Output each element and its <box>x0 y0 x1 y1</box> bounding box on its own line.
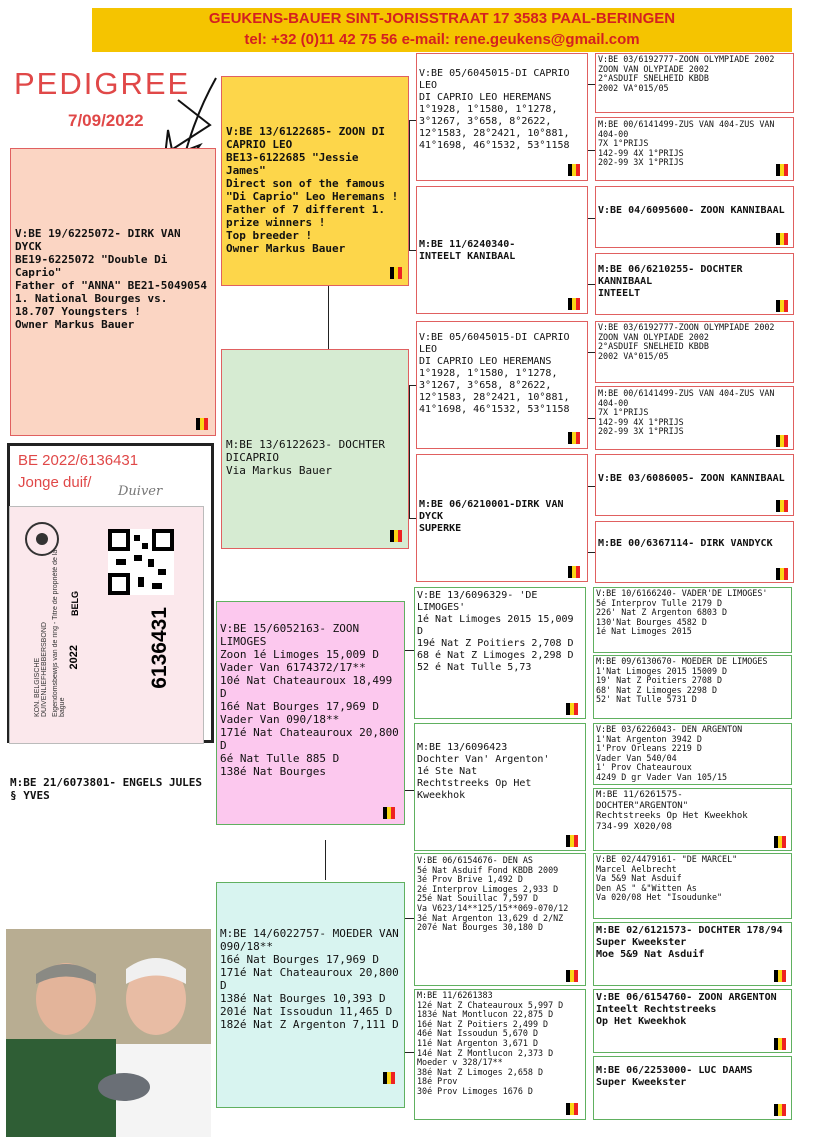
connector-line <box>328 286 329 349</box>
header-contact: tel: +32 (0)11 42 75 56 e-mail: rene.geukens@gmail.com <box>244 31 640 48</box>
belgium-flag-icon <box>383 1072 395 1084</box>
pigeon-g5: V:BE 13/6096329- 'DE LIMOGES' 1é Nat Limoges 2015 15,009 D 19é Nat Z Poitiers 2,708 D 68 é Nat Z Limoges 2,298 D 52 é Nat Tulle 5,73 <box>414 587 586 719</box>
belgium-flag-icon <box>774 1104 786 1116</box>
pigeon-gg7: V:BE 03/6086005- ZOON KANNIBAAL <box>595 454 794 516</box>
connector-line <box>588 218 595 219</box>
belgium-flag-icon <box>776 500 788 512</box>
ring-year: 2022 <box>68 645 80 670</box>
connector-line <box>405 918 414 919</box>
header-banner <box>92 8 792 52</box>
belgium-flag-icon <box>568 432 580 444</box>
connector-line <box>588 284 595 285</box>
breeders-photo <box>6 929 211 1137</box>
connector-line <box>409 250 416 251</box>
belgium-flag-icon <box>776 300 788 312</box>
pigeon-gg9: V:BE 10/6166240- VADER'DE LIMOGES' 5é Interprov Tulle 2179 D 226' Nat Z Argenton 6803 D 130'Nat Bourges 4582 D 1é Nat Limoges 2015 <box>593 587 792 653</box>
connector-line <box>325 840 326 880</box>
belgium-flag-icon <box>196 418 208 430</box>
pigeon-gg14: M:BE 02/6121573- DOCHTER 178/94 Super Kweekster Moe 5&9 Nat Asduif <box>593 922 792 986</box>
pigeon-g4: M:BE 06/6210001-DIRK VAN DYCK SUPERKE <box>416 454 588 582</box>
connector-line <box>588 84 595 85</box>
connector-line <box>409 120 410 251</box>
ring-label: BE 2022/6136431 <box>18 452 139 469</box>
connector-line <box>405 650 414 651</box>
breeders-photo-icon <box>6 929 211 1137</box>
connector-line <box>588 352 595 353</box>
pigeon-gg3: V:BE 04/6095600- ZOON KANNIBAAL <box>595 186 794 248</box>
pigeon-gg8: M:BE 00/6367114- DIRK VANDYCK <box>595 521 794 583</box>
belgium-flag-icon <box>390 530 402 542</box>
pigeon-g1: V:BE 05/6045015-DI CAPRIO LEO DI CAPRIO LEO HEREMANS 1°1928, 1°1580, 1°1278, 3°1267, 3°658, 8°2622, 12°1583, 28°2421, 10°881, 41°1698, 46°1532, 53°1158 <box>416 53 588 181</box>
connector-line <box>405 790 414 791</box>
belgium-flag-icon <box>774 1038 786 1050</box>
pigeon-gg2: M:BE 00/6141499-ZUS VAN 404-ZUS VAN 404-00 7X 1°PRIJS 142-99 4X 1°PRIJS 202-99 3X 1°PRIJS <box>595 117 794 181</box>
ring-number: 6136431 <box>148 607 171 689</box>
pigeon-g8: M:BE 11/6261383 12é Nat Z Chateauroux 5,997 D 183é Nat Montlucon 22,875 D 16é Nat Z Poitiers 2,499 D 46é Nat Issoudun 5,670 D 11é Nat Argenton 3,671 D 14é Nat Z Montlucon 2,373 D Moeder v 328/17** 38é Nat Z Limoges 2,658 D 18é Prov 30é Prov Limoges 1676 D <box>414 989 586 1120</box>
pigeon-gg13: V:BE 02/4479161- "DE MARCEL" Marcel Aelbrecht Va 5&9 Nat Asduif Den AS " &"Witten As Va 020/08 Het "Isoudunke" <box>593 853 792 919</box>
connector-line <box>588 150 595 151</box>
pigeon-gg11: V:BE 03/6226043- DEN ARGENTON 1'Nat Argenton 3942 D 1'Prov Orleans 2219 D Vader Van 540/04 1' Prov Chateauroux 4249 D gr Vader Van 105/15 <box>593 723 792 785</box>
ownership-text: Eigendomsbewijs van de ring - Titre de propriété de la bague <box>52 549 66 717</box>
ring-subtitle: Jonge duif/ <box>18 474 92 491</box>
pigeon-g3: V:BE 05/6045015-DI CAPRIO LEO DI CAPRIO LEO HEREMANS 1°1928, 1°1580, 1°1278, 3°1267, 3°658, 8°2622, 12°1583, 28°2421, 10°881, 41°1698, 46°1532, 53°1158 <box>416 321 588 449</box>
qr-code-icon <box>108 529 174 595</box>
connector-line <box>409 120 416 121</box>
belgium-flag-icon <box>568 566 580 578</box>
pigeon-sire: V:BE 13/6122685- ZOON DI CAPRIO LEO BE13-6122685 "Jessie James" Direct son of the famous "Di Caprio" Leo Heremans ! Father of 7 different 1. prize winners ! Top breeder ! Owner Markus Bauer <box>221 76 409 286</box>
pigeon-gg6: M:BE 00/6141499-ZUS VAN 404-ZUS VAN 404-00 7X 1°PRIJS 142-99 4X 1°PRIJS 202-99 3X 1°PRIJS <box>595 386 794 450</box>
connector-line <box>588 552 595 553</box>
belgium-flag-icon <box>776 435 788 447</box>
connector-line <box>409 385 410 519</box>
pigeon-dam2: M:BE 14/6022757- MOEDER VAN 090/18** 16é Nat Bourges 17,969 D 171é Nat Chateauroux 20,800 D 138é Nat Bourges 10,393 D 201é Nat Issoudun 11,465 D 182é Nat Z Argenton 7,111 D <box>216 882 405 1108</box>
ring-handwritten: Duiver <box>118 484 163 499</box>
connector-line <box>588 418 595 419</box>
pigeon-gg4: M:BE 06/6210255- DOCHTER KANNIBAAL INTEELT <box>595 253 794 315</box>
belgium-flag-icon <box>566 703 578 715</box>
belgium-flag-icon <box>566 970 578 982</box>
pigeon-main: V:BE 19/6225072- DIRK VAN DYCK BE19-6225072 "Double Di Caprio" Father of "ANNA" BE21-5049054 1. National Bourges vs. 18.707 Youngsters ! Owner Markus Bauer <box>10 148 216 436</box>
pigeon-gg12: M:BE 11/6261575- DOCHTER"ARGENTON" Rechtstreeks Op Het Kweekhok 734-99 X020/08 <box>593 788 792 851</box>
page-title: PEDIGREE <box>14 66 191 101</box>
federation-name: KON. BELGISCHE DUIVENLIEFHEBBERSBOND <box>34 622 48 717</box>
ring-country: BELG <box>70 591 80 617</box>
pigeon-gg16: M:BE 06/2253000- LUC DAAMS Super Kweekster <box>593 1056 792 1120</box>
belgium-flag-icon <box>774 836 786 848</box>
pedigree-date: 7/09/2022 <box>68 111 144 130</box>
pigeon-dam-main: M:BE 21/6073801- ENGELS JULES § YVES <box>10 776 203 802</box>
belgium-flag-icon <box>383 807 395 819</box>
belgium-flag-icon <box>568 164 580 176</box>
pigeon-gg1: V:BE 03/6192777-ZOON OLYMPIADE 2002 ZOON VAN OLYPIADE 2002 2°ASDUIF SNELHEID KBDB 2002 VA°015/05 <box>595 53 794 113</box>
belgium-flag-icon <box>776 233 788 245</box>
pigeon-g2: M:BE 11/6240340- INTEELT KANIBAAL <box>416 186 588 314</box>
connector-line <box>409 385 416 386</box>
ring-card <box>9 506 204 744</box>
connector-line <box>405 1052 414 1053</box>
pigeon-sire2: V:BE 15/6052163- ZOON LIMOGES Zoon 1é Limoges 15,009 D Vader Van 6174372/17** 10é Nat Chateauroux 18,499 D 16é Nat Bourges 17,969 D Vader Van 090/18** 171é Nat Chateauroux 20,800 D 6é Nat Tulle 885 D 138é Nat Bourges <box>216 601 405 825</box>
pigeon-gg5: V:BE 03/6192777-ZOON OLYMPIADE 2002 ZOON VAN OLYPIADE 2002 2°ASDUIF SNELHEID KBDB 2002 VA°015/05 <box>595 321 794 383</box>
connector-line <box>588 486 595 487</box>
belgium-flag-icon <box>776 164 788 176</box>
pigeon-gg10: M:BE 09/6130670- MOEDER DE LIMOGES 1'Nat Limoges 2015 15009 D 19' Nat Z Poitiers 2708 D 68' Nat Z Limoges 2298 D 52' Nat Tulle 5731 D <box>593 655 792 719</box>
pigeon-dam-of-sire: M:BE 13/6122623- DOCHTER DICAPRIO Via Markus Bauer <box>221 349 409 549</box>
belgium-flag-icon <box>566 1103 578 1115</box>
connector-line <box>409 518 416 519</box>
pigeon-gg15: V:BE 06/6154760- ZOON ARGENTON Inteelt Rechtstreeks Op Het Kweekhok <box>593 989 792 1053</box>
belgium-flag-icon <box>566 835 578 847</box>
belgium-flag-icon <box>774 970 786 982</box>
belgium-flag-icon <box>776 568 788 580</box>
belgium-flag-icon <box>568 298 580 310</box>
header-address: GEUKENS-BAUER SINT-JORISSTRAAT 17 3583 PAAL-BERINGEN <box>208 10 676 27</box>
pigeon-g6: M:BE 13/6096423 Dochter Van' Argenton' 1é Ste Nat Rechtstreeks Op Het Kweekhok <box>414 723 586 851</box>
pigeon-g7: V:BE 06/6154676- DEN AS 5é Nat Asduif Fond KBDB 2009 3é Prov Brive 1,492 D 2é Interprov Limoges 2,933 D 25é Nat Souillac 7,597 D Va V623/14**125/15**069-070/12 3é Nat Argenton 13,629 d 2/NZ 207é Nat Bourges 30,180 D <box>414 853 586 986</box>
belgium-flag-icon <box>390 267 402 279</box>
